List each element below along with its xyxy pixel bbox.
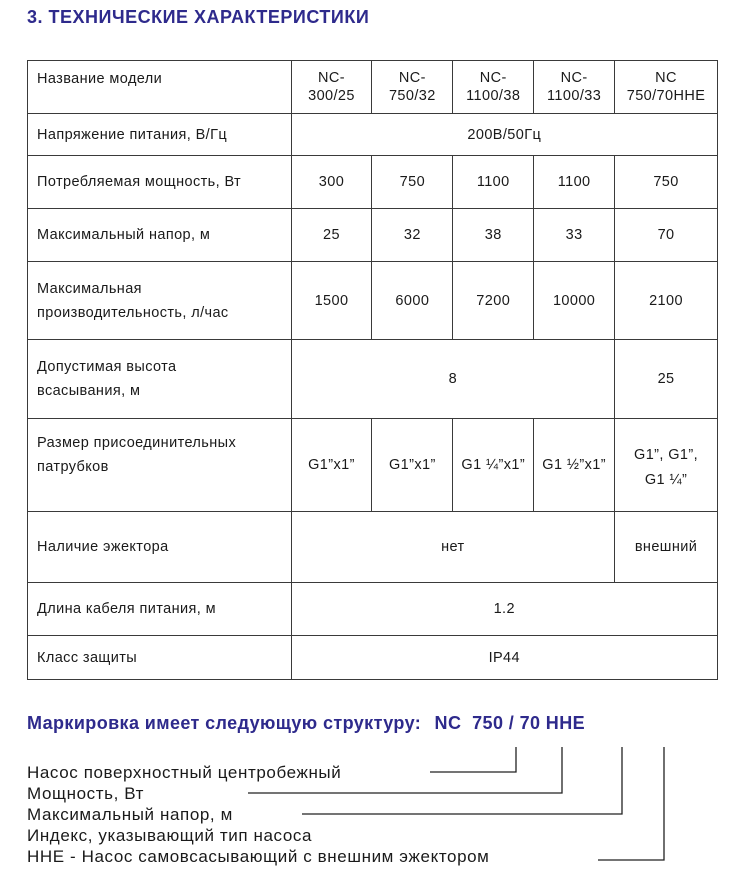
legend-item: Максимальный напор, м	[27, 805, 233, 824]
label-cable: Длина кабеля питания, м	[28, 583, 292, 636]
value-head: 33	[534, 209, 615, 262]
label-protection: Класс защиты	[28, 636, 292, 680]
model-name: NC 750/70ННЕ	[615, 61, 718, 114]
value-connection: G1”x1”	[372, 419, 453, 512]
value-ejector-last: внешний	[615, 512, 718, 583]
marking-intro: Маркировка имеет следующую структуру:	[27, 713, 422, 733]
label-head: Максимальный напор, м	[28, 209, 292, 262]
legend-item: Индекс, указывающий тип насоса	[27, 826, 313, 845]
label-suction: Допустимая высота всасывания, м	[28, 340, 292, 419]
legend-item: ННЕ - Насос самовсасывающий с внешним эжектором	[27, 847, 490, 866]
value-ejector: нет	[291, 512, 615, 583]
value-connection: G1”x1”	[291, 419, 372, 512]
label-connection: Размер присоединительных патрубков	[28, 419, 292, 512]
model-name: NC- 1100/38	[453, 61, 534, 114]
value-flow: 2100	[615, 262, 718, 340]
label-model: Название модели	[28, 61, 292, 114]
leader-line-pump-type	[430, 747, 516, 772]
model-name: NC- 300/25	[291, 61, 372, 114]
value-flow: 7200	[453, 262, 534, 340]
value-flow: 10000	[534, 262, 615, 340]
value-flow: 1500	[291, 262, 372, 340]
value-cable: 1.2	[291, 583, 717, 636]
value-connection: G1”, G1”, G1 ¼”	[615, 419, 718, 512]
value-flow: 6000	[372, 262, 453, 340]
label-flow: Максимальная производительность, л/час	[28, 262, 292, 340]
value-head: 25	[291, 209, 372, 262]
value-power: 1100	[534, 156, 615, 209]
leader-line-head	[302, 747, 622, 814]
value-power: 750	[372, 156, 453, 209]
value-connection: G1 ½”x1”	[534, 419, 615, 512]
model-name: NC- 1100/33	[534, 61, 615, 114]
leader-line-power	[248, 747, 562, 793]
legend-item: Насос поверхностный центробежный	[27, 763, 342, 782]
value-head: 32	[372, 209, 453, 262]
value-suction-last: 25	[615, 340, 718, 419]
label-power: Потребляемая мощность, Вт	[28, 156, 292, 209]
marking-code: NC 750 / 70 HHE	[434, 713, 586, 733]
value-connection: G1 ¼”x1”	[453, 419, 534, 512]
value-suction: 8	[291, 340, 615, 419]
model-name: NC- 750/32	[372, 61, 453, 114]
legend-item: Мощность, Вт	[27, 784, 144, 803]
value-head: 70	[615, 209, 718, 262]
label-ejector: Наличие эжектора	[28, 512, 292, 583]
section-title: 3. ТЕХНИЧЕСКИЕ ХАРАКТЕРИСТИКИ	[27, 7, 370, 27]
value-power: 300	[291, 156, 372, 209]
value-power: 750	[615, 156, 718, 209]
value-power: 1100	[453, 156, 534, 209]
value-head: 38	[453, 209, 534, 262]
value-voltage: 200В/50Гц	[291, 114, 717, 156]
value-protection: IP44	[291, 636, 717, 680]
leader-line-hhe	[598, 747, 664, 860]
label-voltage: Напряжение питания, В/Гц	[28, 114, 292, 156]
